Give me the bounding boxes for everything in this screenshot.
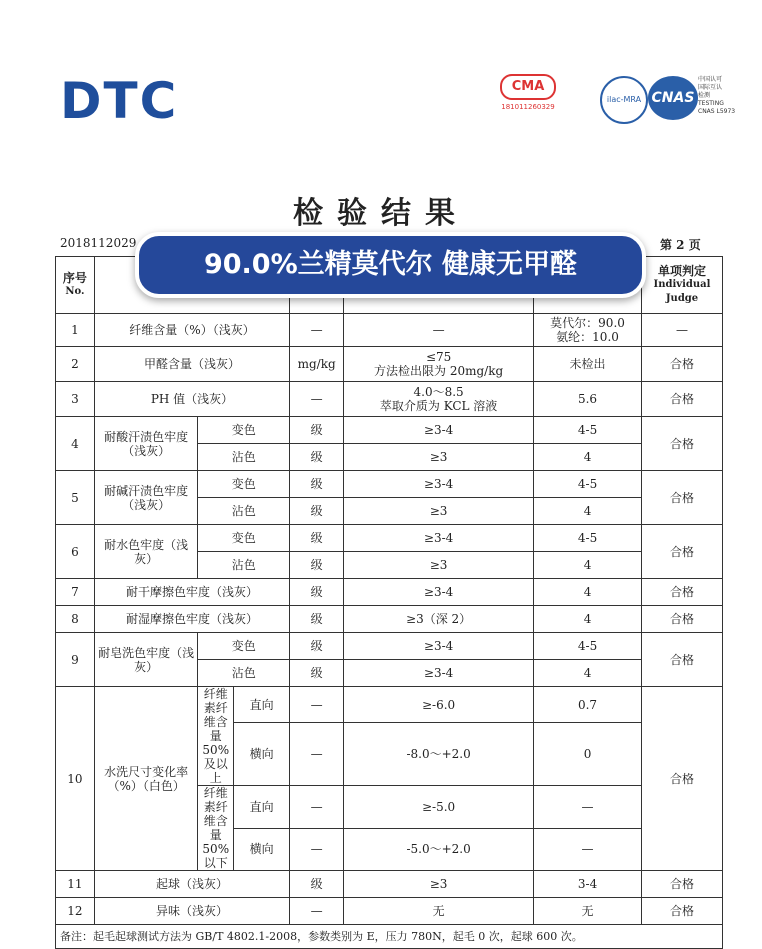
- table-row: [56, 898, 723, 925]
- row-result: 4: [534, 579, 642, 606]
- row-req: ≥3-4: [344, 579, 534, 606]
- row-req: ≥3-4: [344, 471, 534, 498]
- row-req: ≥3-4: [344, 660, 534, 687]
- row-req: ≥3（深 2）: [344, 606, 534, 633]
- row-req: [344, 347, 534, 382]
- report-number: 2018112029: [60, 236, 137, 250]
- row-judge: 合格: [642, 347, 723, 382]
- row-judge: 合格: [642, 417, 723, 471]
- row-item: 耐酸汗渍色牢度（浅灰）: [94, 417, 198, 471]
- row-unit: 级: [290, 871, 344, 898]
- note-row: [56, 925, 723, 949]
- row-judge: 合格: [642, 471, 723, 525]
- cnas-line: 检测: [698, 92, 711, 99]
- row-item: 甲醛含量（浅灰）: [94, 347, 289, 382]
- row-result: 4: [534, 606, 642, 633]
- cnas-line: TESTING: [698, 100, 724, 107]
- row-judge: —: [642, 314, 723, 347]
- row-no: 1: [56, 314, 95, 347]
- row-item: 耐碱汗渍色牢度（浅灰）: [94, 471, 198, 525]
- row-no: 6: [56, 525, 95, 579]
- table-row: [56, 606, 723, 633]
- row-unit: 级: [290, 633, 344, 660]
- cma-mark: CMA: [500, 74, 556, 100]
- header-judge-cn: 单项判定: [657, 264, 706, 278]
- row-no: 5: [56, 471, 95, 525]
- row-subitem: 变色: [198, 525, 290, 552]
- row-result: 无: [534, 898, 642, 925]
- row-unit: —: [290, 382, 344, 417]
- row-result: [534, 314, 642, 347]
- table-row: [56, 687, 723, 723]
- row-item: PH 值（浅灰）: [94, 382, 289, 417]
- row-req: ≥3: [344, 552, 534, 579]
- result-line: 氨纶：10.0: [556, 330, 619, 344]
- row-direction: 直向: [234, 687, 290, 723]
- row-unit: —: [290, 314, 344, 347]
- row-req: ≥3-4: [344, 525, 534, 552]
- promo-banner: 90.0%兰精莫代尔 健康无甲醛: [135, 232, 646, 298]
- row-no: 11: [56, 871, 95, 898]
- row-subitem: 沾色: [198, 660, 290, 687]
- row-unit: mg/kg: [290, 347, 344, 382]
- row-judge: 合格: [642, 525, 723, 579]
- row-result: 4-5: [534, 633, 642, 660]
- table-row: [56, 633, 723, 660]
- req-line: 萃取介质为 KCL 溶液: [379, 399, 498, 413]
- table-row: [56, 382, 723, 417]
- row-direction: 横向: [234, 828, 290, 871]
- row-item: 耐湿摩擦色牢度（浅灰）: [94, 606, 289, 633]
- row-result: 0: [534, 723, 642, 786]
- row-result: 4: [534, 552, 642, 579]
- row-result: —: [534, 828, 642, 871]
- table-row: [56, 417, 723, 444]
- row-result: 5.6: [534, 382, 642, 417]
- row-req: ≥3: [344, 444, 534, 471]
- row-subitem: 变色: [198, 417, 290, 444]
- req-line: 方法检出限为 20mg/kg: [374, 364, 504, 378]
- row-no: 2: [56, 347, 95, 382]
- row-unit: 级: [290, 444, 344, 471]
- row-result: 4: [534, 498, 642, 525]
- row-item: 水洗尺寸变化率（%）（白色）: [94, 687, 198, 871]
- row-req: ≥3-4: [344, 633, 534, 660]
- cma-seal: [500, 74, 556, 114]
- row-result: 3-4: [534, 871, 642, 898]
- row-req: ≥3-4: [344, 417, 534, 444]
- row-req: [344, 382, 534, 417]
- header-no-en: No.: [65, 286, 85, 297]
- table-row: [56, 471, 723, 498]
- row-judge: 合格: [642, 633, 723, 687]
- row-judge: 合格: [642, 382, 723, 417]
- row-no: 7: [56, 579, 95, 606]
- row-result: —: [534, 786, 642, 829]
- header-no: [56, 257, 95, 314]
- row-req: ≥3: [344, 871, 534, 898]
- row-result: 4: [534, 444, 642, 471]
- row-req: —: [344, 314, 534, 347]
- page-title: 检验结果: [293, 196, 469, 231]
- row-no: 8: [56, 606, 95, 633]
- note-text: 备注：起毛起球测试方法为 GB/T 4802.1-2008，参数类别为 E，压力 780N，起毛 0 次，起球 600 次。: [56, 925, 723, 949]
- cnas-logo: CNAS: [648, 76, 698, 120]
- row-judge: 合格: [642, 687, 723, 871]
- row-result: 未检出: [534, 347, 642, 382]
- row-unit: —: [290, 786, 344, 829]
- row-unit: 级: [290, 552, 344, 579]
- row-req: 无: [344, 898, 534, 925]
- row-subitem: 变色: [198, 471, 290, 498]
- row-unit: —: [290, 687, 344, 723]
- row-req: ≥-5.0: [344, 786, 534, 829]
- row-fiber-group: 纤维素纤维含量50%及以上: [198, 687, 234, 786]
- row-fiber-group: 纤维素纤维含量50%以下: [198, 786, 234, 871]
- row-unit: 级: [290, 417, 344, 444]
- row-unit: 级: [290, 660, 344, 687]
- row-no: 3: [56, 382, 95, 417]
- row-unit: 级: [290, 498, 344, 525]
- row-no: 12: [56, 898, 95, 925]
- header-judge-en2: Judge: [665, 293, 699, 304]
- row-result: 0.7: [534, 687, 642, 723]
- row-no: 9: [56, 633, 95, 687]
- row-req: -8.0～+2.0: [344, 723, 534, 786]
- row-unit: 级: [290, 606, 344, 633]
- cnas-line: CNAS L5973: [698, 108, 736, 115]
- cnas-caption: [698, 76, 748, 116]
- row-result: 4-5: [534, 417, 642, 444]
- row-subitem: 沾色: [198, 498, 290, 525]
- row-result: 4-5: [534, 471, 642, 498]
- row-subitem: 沾色: [198, 552, 290, 579]
- row-unit: 级: [290, 579, 344, 606]
- row-no: 4: [56, 417, 95, 471]
- table-row: [56, 347, 723, 382]
- row-subitem: 变色: [198, 633, 290, 660]
- row-no: 10: [56, 687, 95, 871]
- row-item: 起球（浅灰）: [94, 871, 289, 898]
- dtc-logo: DTC: [60, 72, 179, 130]
- row-judge: 合格: [642, 579, 723, 606]
- row-judge: 合格: [642, 606, 723, 633]
- row-direction: 直向: [234, 786, 290, 829]
- row-direction: 横向: [234, 723, 290, 786]
- req-line: 4.0～8.5: [413, 385, 464, 399]
- row-item: 耐皂洗色牢度（浅灰）: [94, 633, 198, 687]
- row-subitem: 沾色: [198, 444, 290, 471]
- header-judge-en1: Individual: [653, 279, 711, 290]
- ilac-mra-logo: ilac-MRA: [600, 76, 648, 124]
- row-result: 4: [534, 660, 642, 687]
- row-req: ≥3: [344, 498, 534, 525]
- req-line: ≤75: [425, 350, 452, 364]
- row-judge: 合格: [642, 898, 723, 925]
- row-item: 纤维含量（%）（浅灰）: [94, 314, 289, 347]
- row-unit: 级: [290, 525, 344, 552]
- header-judge: [642, 257, 723, 314]
- row-unit: —: [290, 898, 344, 925]
- table-row: [56, 871, 723, 898]
- results-table: [55, 256, 723, 949]
- result-line: 莫代尔：90.0: [550, 316, 625, 330]
- row-item: 耐干摩擦色牢度（浅灰）: [94, 579, 289, 606]
- table-row: [56, 525, 723, 552]
- row-unit: —: [290, 828, 344, 871]
- cnas-line: 国际互认: [698, 84, 723, 91]
- header-no-cn: 序号: [62, 271, 87, 285]
- row-item: 耐水色牢度（浅灰）: [94, 525, 198, 579]
- page-number: 第 2 页: [660, 238, 701, 252]
- cma-number: 181011260329: [501, 103, 555, 111]
- table-row: [56, 579, 723, 606]
- row-unit: —: [290, 723, 344, 786]
- row-unit: 级: [290, 471, 344, 498]
- table-row: [56, 314, 723, 347]
- row-judge: 合格: [642, 871, 723, 898]
- cnas-line: 中国认可: [698, 76, 723, 83]
- row-result: 4-5: [534, 525, 642, 552]
- row-req: ≥-6.0: [344, 687, 534, 723]
- row-req: -5.0～+2.0: [344, 828, 534, 871]
- row-item: 异味（浅灰）: [94, 898, 289, 925]
